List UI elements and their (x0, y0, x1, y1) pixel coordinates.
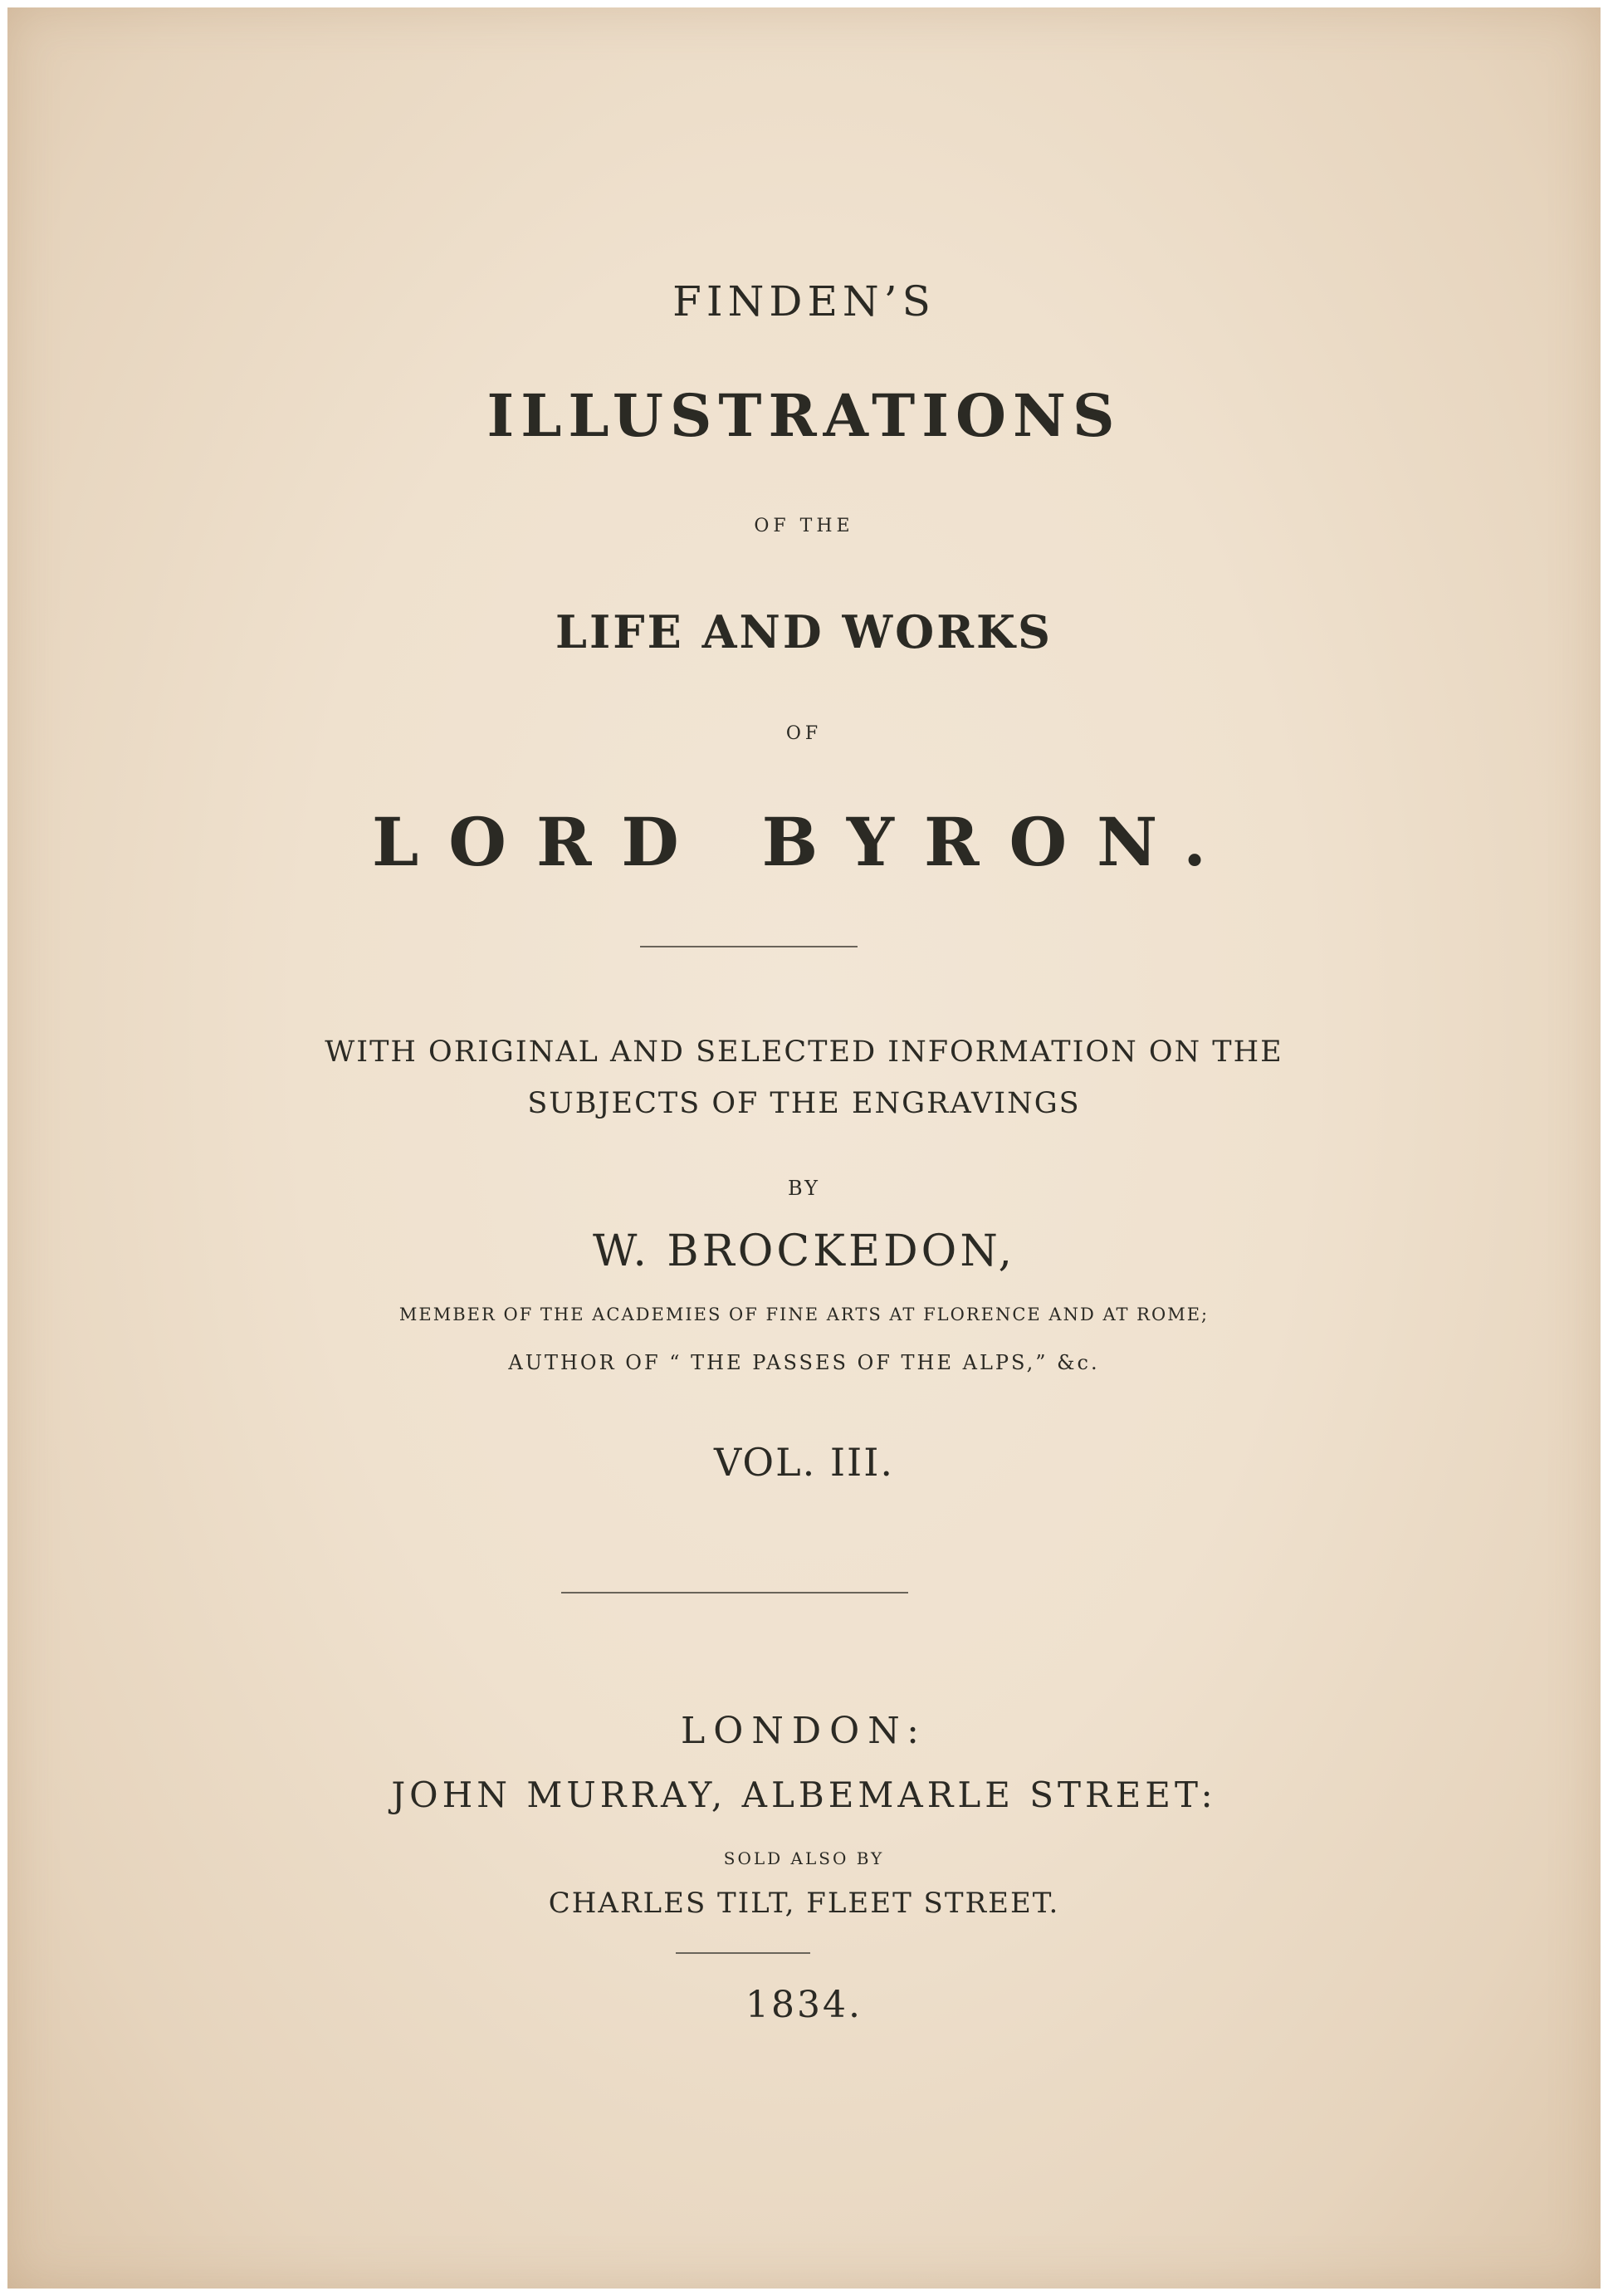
volume-number: VOL. III. (713, 1440, 895, 1485)
divider-rule (676, 1952, 810, 1954)
divider-rule (640, 946, 858, 947)
author-works: AUTHOR OF “ THE PASSES OF THE ALPS,” &c. (508, 1351, 1100, 1374)
imprint-publisher: JOHN MURRAY, ALBEMARLE STREET: (391, 1775, 1217, 1815)
publication-year: 1834. (745, 1984, 863, 2026)
title-line-life-and-works: LIFE AND WORKS (555, 605, 1053, 658)
imprint-sold-also-by: SOLD ALSO BY (723, 1848, 885, 1868)
title-line-of-the: OF THE (754, 516, 854, 536)
imprint-city: LONDON: (681, 1710, 927, 1752)
description-line-2: SUBJECTS OF THE ENGRAVINGS (527, 1087, 1081, 1120)
title-line-of: OF (785, 723, 823, 744)
by-label: BY (787, 1177, 821, 1200)
title-page (7, 7, 1601, 2289)
title-line-illustrations: ILLUSTRATIONS (486, 381, 1122, 450)
divider-rule (561, 1592, 908, 1593)
title-line-lord-byron: LORD BYRON. (372, 803, 1236, 881)
title-line-findens: FINDEN’S (672, 277, 936, 326)
description-line-1: WITH ORIGINAL AND SELECTED INFORMATION ON THE (325, 1035, 1283, 1069)
imprint-seller: CHARLES TILT, FLEET STREET. (548, 1887, 1060, 1920)
author-affiliation: MEMBER OF THE ACADEMIES OF FINE ARTS AT FLORENCE AND AT ROME; (398, 1305, 1210, 1324)
author-name: W. BROCKEDON, (592, 1226, 1016, 1276)
